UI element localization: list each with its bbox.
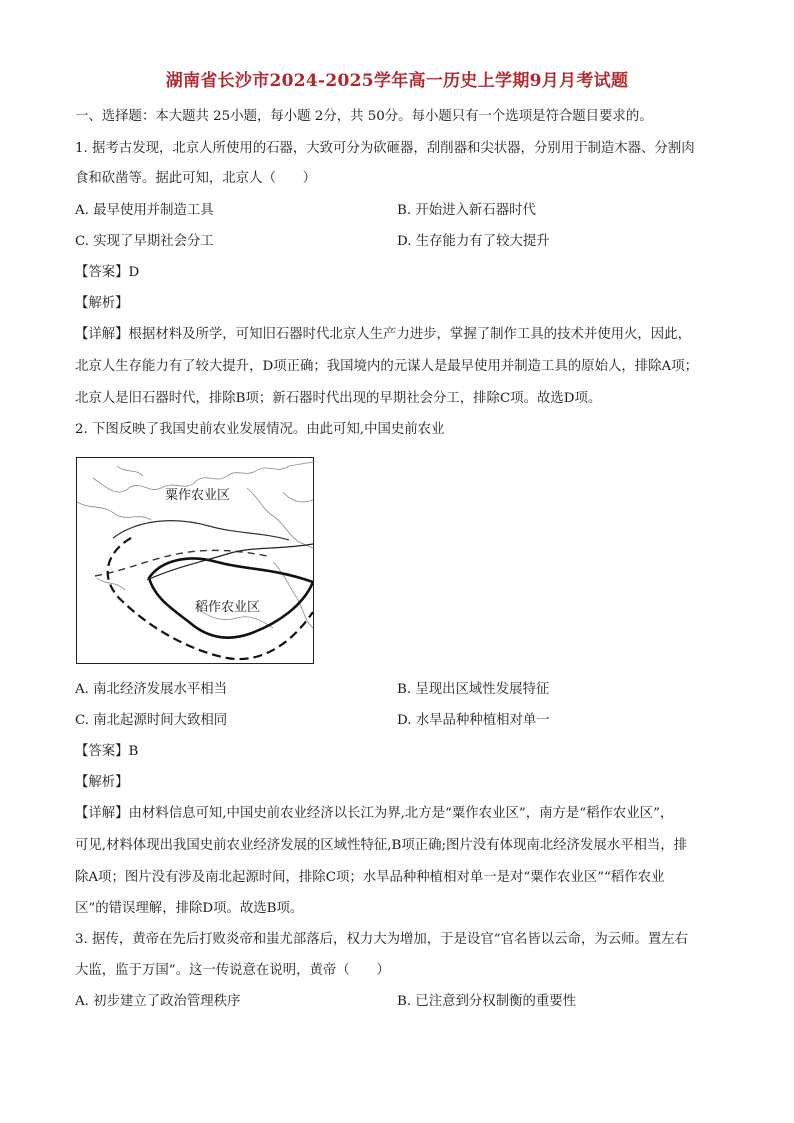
map-drawing <box>77 458 313 663</box>
q1-answer: 【答案】D <box>75 265 140 280</box>
q3-option-b: B. 已注意到分权制衡的重要性 <box>397 994 577 1009</box>
label-millet-region: 粟作农业区 <box>165 488 231 503</box>
q1-detail-line-1: 【详解】根据材料及所学，可知旧石器时代北京人生产力进步，掌握了制作工具的技术并使用火，因此， <box>75 327 691 342</box>
middle-dashed-line <box>95 550 267 576</box>
north-boundary-line <box>113 521 289 540</box>
q1-option-d: D. 生存能力有了较大提升 <box>397 234 550 249</box>
q2-option-b: B. 呈现出区域性发展特征 <box>397 682 550 697</box>
q2-option-c: C. 南北起源时间大致相同 <box>75 713 228 728</box>
q1-option-a: A. 最早使用并制造工具 <box>75 203 214 218</box>
q1-analysis-tag: 【解析】 <box>75 296 129 311</box>
q1-stem-line-2: 食和砍凿等。据此可知，北京人（ ） <box>75 171 317 186</box>
q2-answer: 【答案】B <box>75 744 139 759</box>
q1-option-b: B. 开始进入新石器时代 <box>397 203 536 218</box>
outer-dashed-boundary <box>108 538 313 659</box>
q2-detail-line-4: 区”的错误理解，排除D项。故选B项。 <box>75 901 304 916</box>
q2-detail-line-1: 【详解】由材料信息可知,中国史前农业经济以长江为界,北方是“粟作农业区”，南方是“稻作农业区”， <box>75 806 674 821</box>
label-rice-region: 稻作农业区 <box>195 600 261 615</box>
page-title: 湖南省长沙市2024-2025学年高一历史上学期9月月考试题 <box>165 71 629 91</box>
q2-detail-line-2: 可见,材料体现出我国史前农业经济发展的区域性特征,B项正确;图片没有体现南北经济发展水平相当，排 <box>75 838 688 853</box>
q1-detail-line-3: 北京人是旧石器时代，排除B项；新石器时代出现的早期社会分工，排除C项。故选D项。 <box>75 391 602 406</box>
q1-detail-line-2: 北京人生存能力有了较大提升，D项正确；我国境内的元谋人是最早使用并制造工具的原始人，排除A项； <box>75 359 698 374</box>
q3-stem-line-2: 大监，监于万国”。这一传说意在说明，黄帝（ ） <box>75 963 390 978</box>
q3-option-a: A. 初步建立了政治管理秩序 <box>75 994 241 1009</box>
q2-option-d: D. 水旱品种种植相对单一 <box>397 713 550 728</box>
q2-option-a: A. 南北经济发展水平相当 <box>75 682 228 697</box>
section-header: 一、选择题：本大题共 25小题，每小题 2分，共 50分。每小题只有一个选项是符合题目要求的。 <box>75 109 653 124</box>
q2-analysis-tag: 【解析】 <box>75 775 129 790</box>
q2-detail-line-3: 除A项；图片没有涉及南北起源时间，排除C项；水旱品种种植相对单一是对“粟作农业区”“稻作农业 <box>75 870 665 885</box>
q1-stem-line-1: 1. 据考古发现，北京人所使用的石器，大致可分为砍砸器，刮削器和尖状器，分别用于制造木器、分割肉 <box>75 141 695 156</box>
agriculture-map <box>76 457 314 664</box>
q3-stem-line-1: 3. 据传，黄帝在先后打败炎帝和蚩尤部落后，权力大为增加，于是设官“官名皆以云命，为云师。置左右 <box>75 932 689 947</box>
q1-option-c: C. 实现了早期社会分工 <box>75 234 214 249</box>
q2-stem-line-1: 2. 下图反映了我国史前农业发展情况。由此可知,中国史前农业 <box>75 422 445 437</box>
